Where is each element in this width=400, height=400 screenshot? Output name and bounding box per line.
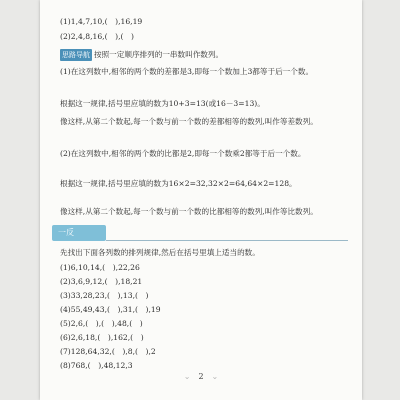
intro-question-1: (1)1,4,7,10,( ),16,19 — [60, 17, 143, 26]
guide-paragraph-5: 根据这一规律,括号里应填的数为16×2=32,32×2=64,64×2=128。 — [60, 179, 297, 188]
practice-instruction: 先找出下面各列数的排列规律,然后在括号里填上适当的数。 — [60, 248, 260, 257]
guide-definition: 按照一定顺序排列的一串数叫作数列。 — [94, 50, 224, 59]
decorative-mark-left: ⌄ — [183, 372, 191, 381]
intro-question-2: (2)2,4,8,16,( ),( ) — [60, 32, 135, 41]
guide-tag: 思路导航 — [62, 51, 90, 59]
practice-heading: 一反 — [58, 228, 74, 237]
practice-item-1: (1)6,10,14,( ),22,26 — [60, 263, 140, 272]
guide-paragraph-1: (1)在这列数中,相邻的两个数的差都是3,即每一个数加上3都等于后一个数。 — [60, 67, 314, 76]
guide-paragraph-4: (2)在这列数中,相邻的两个数的比都是2,即每一个数乘2都等于后一个数。 — [60, 149, 306, 158]
practice-item-5: (5)2,6,( ),( ),48,( ) — [60, 319, 143, 328]
guide-paragraph-2: 根据这一规律,括号里应填的数为10+3=13(或16－3=13)。 — [60, 99, 265, 108]
book-page — [40, 0, 362, 400]
practice-item-2: (2)3,6,9,12,( ),18,21 — [60, 277, 143, 286]
guide-paragraph-6: 像这样,从第二个数起,每一个数与前一个数的比都相等的数列,叫作等比数列。 — [60, 207, 318, 216]
page-number: 2 — [198, 372, 204, 381]
guide-definition-line — [60, 49, 348, 61]
practice-item-7: (7)128,64,32,( ),8,( ),2 — [60, 347, 156, 356]
page-number-footer — [40, 372, 362, 381]
section-divider — [106, 240, 348, 241]
guide-paragraph-3: 像这样,从第二个数起,每一个数与前一个数的差都相等的数列,叫作等差数列。 — [60, 117, 318, 126]
practice-item-6: (6)2,6,18,( ),162,( ) — [60, 333, 144, 342]
practice-item-3: (3)33,28,23,( ),13,( ) — [60, 291, 149, 300]
decorative-mark-right: ⌄ — [211, 372, 219, 381]
practice-item-4: (4)55,49,43,( ),31,( ),19 — [60, 305, 161, 314]
practice-section-header — [52, 225, 106, 241]
practice-item-8: (8)768,( ),48,12,3 — [60, 361, 133, 370]
